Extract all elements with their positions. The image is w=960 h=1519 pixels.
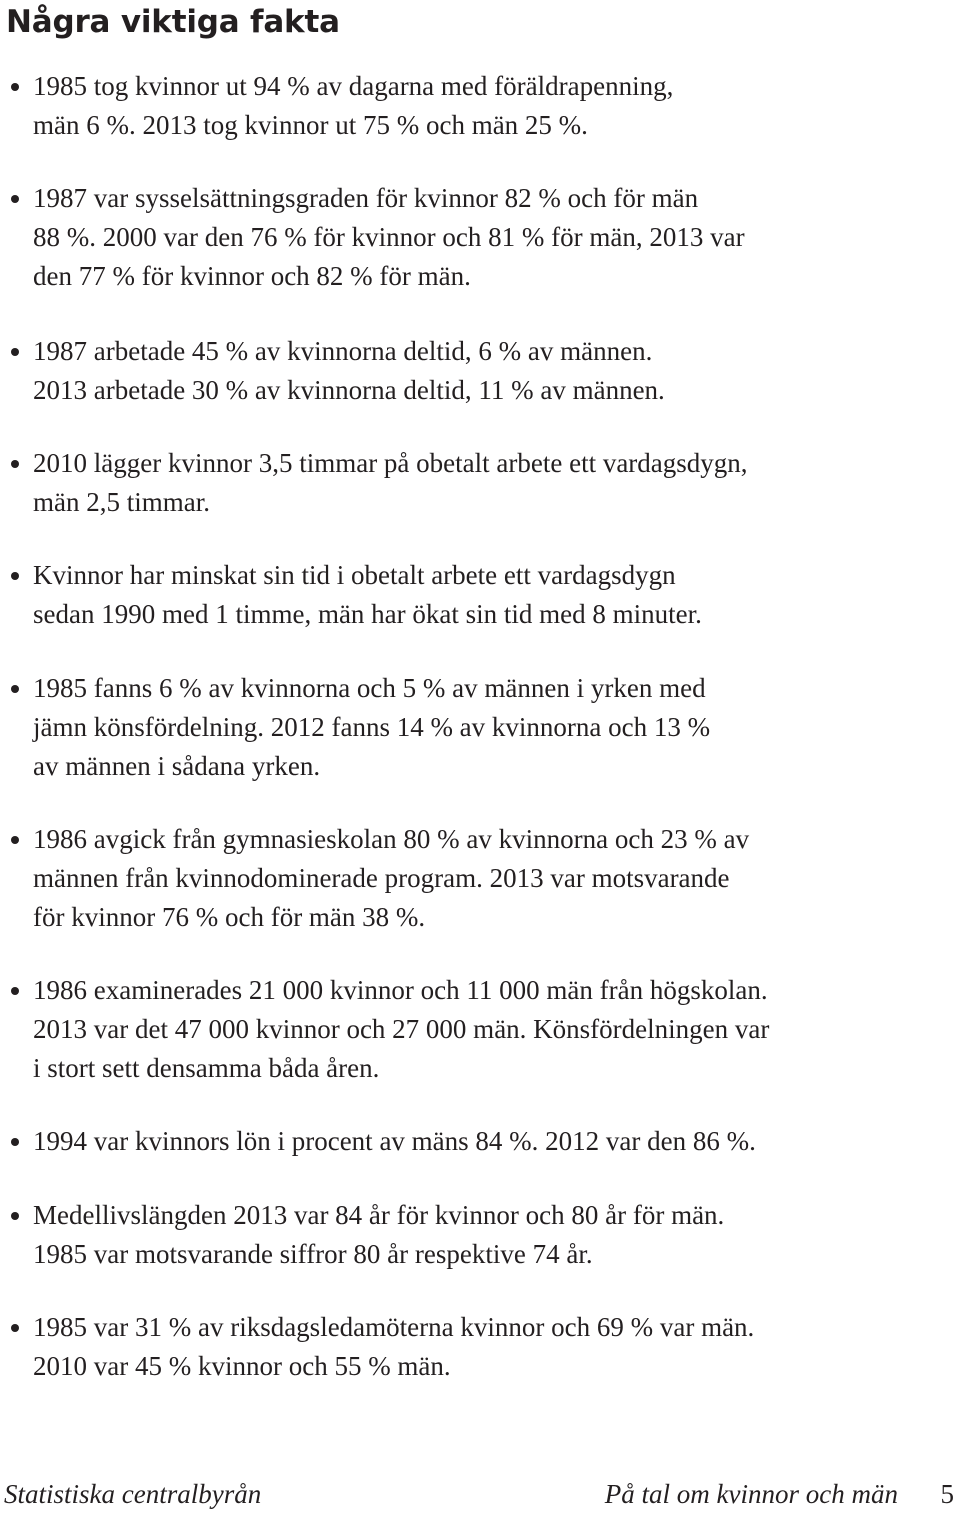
fact-text: 1987 arbetade 45 % av kvinnorna deltid, 6 % av männen. 2013 arbetade 30 % av kvinnorna deltid, 11 % av männen. bbox=[33, 336, 665, 405]
footer-publication-title: På tal om kvinnor och män bbox=[604, 1479, 898, 1509]
fact-text: 1986 examinerades 21 000 kvinnor och 11 000 män från högskolan. 2013 var det 47 000 kvinnor och 27 000 män. Könsfördelningen var i stort sett densamma båda åren. bbox=[33, 975, 770, 1083]
bullet-icon bbox=[11, 1324, 19, 1332]
fact-text: 1994 var kvinnors lön i procent av mäns 84 %. 2012 var den 86 %. bbox=[33, 1126, 756, 1156]
page-number: 5 bbox=[940, 1479, 954, 1509]
bullet-icon bbox=[11, 83, 19, 91]
fact-text: Medellivslängden 2013 var 84 år för kvinnor och 80 år för män. 1985 var motsvarande siffror 80 år respektive 74 år. bbox=[33, 1200, 725, 1269]
page-title: Några viktiga fakta bbox=[6, 4, 340, 40]
bullet-icon bbox=[11, 1138, 19, 1146]
bullet-icon bbox=[11, 195, 19, 203]
fact-text: 1985 fanns 6 % av kvinnorna och 5 % av männen i yrken med jämn könsfördelning. 2012 fanns 14 % av kvinnorna och 13 % av männen i sådana yrken. bbox=[33, 673, 711, 781]
fact-text: Kvinnor har minskat sin tid i obetalt arbete ett vardagsdygn sedan 1990 med 1 timme, män har ökat sin tid med 8 minuter. bbox=[33, 560, 702, 629]
bullet-icon bbox=[11, 685, 19, 693]
fact-text: 2010 lägger kvinnor 3,5 timmar på obetalt arbete ett vardagsdygn, män 2,5 timmar. bbox=[33, 448, 748, 517]
bullet-icon bbox=[11, 348, 19, 356]
fact-text: 1985 var 31 % av riksdagsledamöterna kvinnor och 69 % var män. 2010 var 45 % kvinnor och 55 % män. bbox=[33, 1312, 755, 1381]
bullet-icon bbox=[11, 460, 19, 468]
fact-text: 1986 avgick från gymnasieskolan 80 % av kvinnorna och 23 % av männen från kvinnodominerade program. 2013 var motsvarande för kvinnor 76 % och för män 38 %. bbox=[33, 824, 750, 932]
footer-publisher: Statistiska centralbyrån bbox=[4, 1479, 262, 1509]
bullet-icon bbox=[11, 1212, 19, 1220]
bullet-icon bbox=[11, 987, 19, 995]
fact-text: 1987 var sysselsättningsgraden för kvinnor 82 % och för män 88 %. 2000 var den 76 % för kvinnor och 81 % för män, 2013 var den 77 % för kvinnor och 82 % för män. bbox=[33, 183, 745, 291]
page-footer bbox=[0, 1474, 960, 1518]
fact-text: 1985 tog kvinnor ut 94 % av dagarna med föräldrapenning, män 6 %. 2013 tog kvinnor ut 75 % och män 25 %. bbox=[33, 71, 674, 140]
bullet-icon bbox=[11, 836, 19, 844]
bullet-icon bbox=[11, 572, 19, 580]
